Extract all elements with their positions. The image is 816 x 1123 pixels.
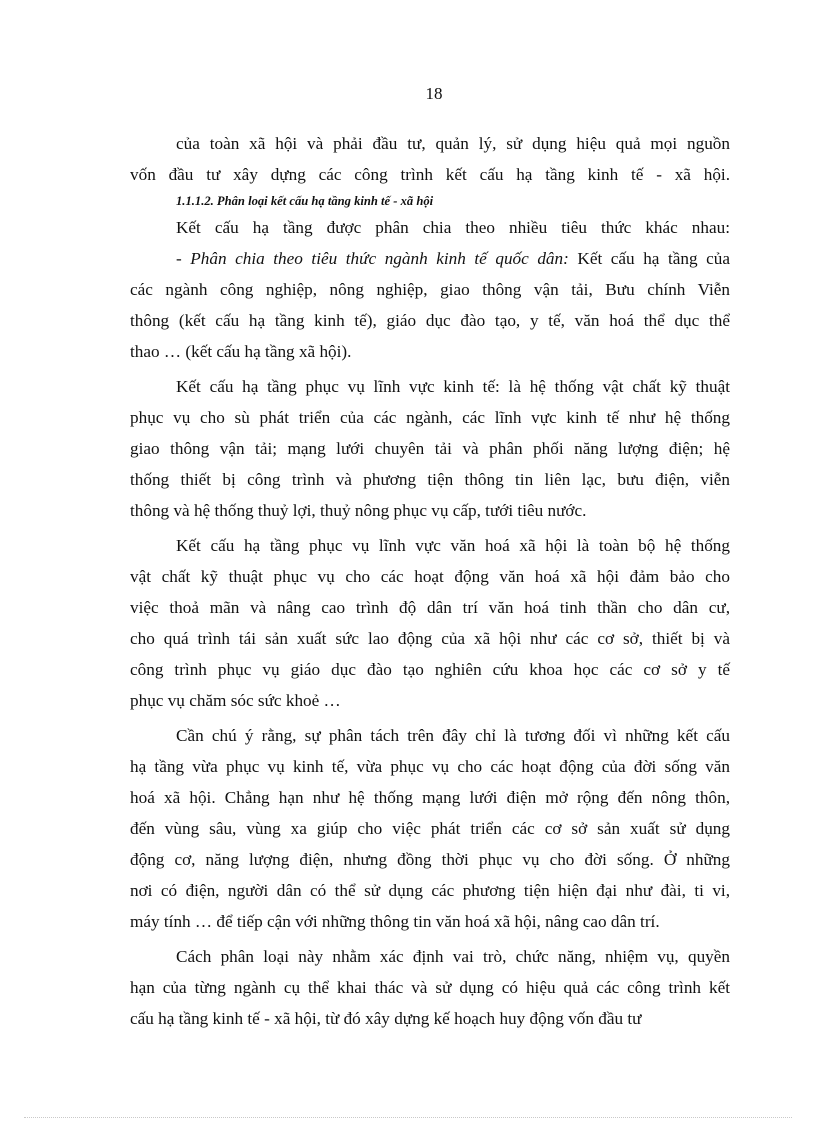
text-line: hạ tầng vừa phục vụ kinh tế, vừa phục vụ cho các hoạt động của đời sống văn: [130, 757, 730, 776]
text-line: thông và hệ thống thuỷ lợi, thuỷ nông phục vụ cấp, tưới tiêu nước.: [130, 501, 587, 520]
text-line: hạn của từng ngành cụ thể khai thác và sử dụng có hiệu quả các công trình kết: [130, 978, 730, 997]
text-line: việc thoả mãn và nâng cao trình độ dân trí văn hoá tinh thần cho dân cư,: [130, 598, 730, 617]
text-line: Kết cấu hạ tầng phục vụ lĩnh vực văn hoá xã hội là toàn bộ hệ thống: [176, 536, 730, 555]
text-line: Kết cấu hạ tầng phục vụ lĩnh vực kinh tế: là hệ thống vật chất kỹ thuật: [176, 377, 730, 396]
text-line: phục vụ chăm sóc sức khoẻ …: [130, 691, 341, 710]
text-line: cho quá trình tái sản xuất sức lao động của xã hội như các cơ sở, thiết bị và: [130, 629, 730, 648]
text-line: nơi có điện, người dân có thể sử dụng các phương tiện hiện đại như đài, ti vi,: [130, 881, 730, 900]
text-line: đến vùng sâu, vùng xa giúp cho việc phát triển các cơ sở sản xuất sử dụng: [130, 819, 730, 838]
text-line: máy tính … để tiếp cận với những thông tin văn hoá xã hội, nâng cao dân trí.: [130, 912, 660, 931]
text-line: Cần chú ý rằng, sự phân tách trên đây chỉ là tương đối vì những kết cấu: [176, 726, 730, 745]
text-run: Kết cấu hạ tầng của: [577, 249, 730, 268]
document-body: [130, 128, 730, 1034]
text-line: công trình phục vụ giáo dục đào tạo nghiên cứu khoa học các cơ sở y tế: [130, 660, 730, 679]
text-line: động cơ, năng lượng điện, nhưng đồng thời phục vụ cho đời sống. Ở những: [130, 850, 730, 869]
text-line: cấu hạ tầng kinh tế - xã hội, từ đó xây dựng kế hoạch huy động vốn đầu tư: [130, 1009, 642, 1028]
text-line: thao … (kết cấu hạ tầng xã hội).: [130, 342, 352, 361]
text-line: vốn đầu tư xây dựng các công trình kết cấu hạ tầng kinh tế - xã hội.: [130, 165, 730, 184]
section-heading: 1.1.1.2. Phân loại kết cấu hạ tầng kinh tế - xã hội: [176, 194, 434, 208]
footer-divider: [24, 1117, 792, 1118]
text-line: vật chất kỹ thuật phục vụ cho các hoạt động văn hoá xã hội đảm bảo cho: [130, 567, 730, 586]
text-line: giao thông vận tải; mạng lưới chuyên tải và phân phối năng lượng điện; hệ: [130, 439, 730, 458]
text-line: thống thiết bị công trình và phương tiện thông tin liên lạc, bưu điện, viễn: [130, 470, 730, 489]
page-number: 18: [425, 84, 443, 103]
text-line: Cách phân loại này nhằm xác định vai trò, chức năng, nhiệm vụ, quyền: [176, 947, 730, 966]
text-line: của toàn xã hội và phải đầu tư, quản lý, sử dụng hiệu quả mọi nguồn: [176, 134, 730, 153]
text-line: hoá xã hội. Chẳng hạn như hệ thống mạng lưới điện mở rộng đến nông thôn,: [130, 788, 730, 807]
italic-lead: - Phân chia theo tiêu thức ngành kinh tế quốc dân:: [176, 249, 569, 268]
text-line: Kết cấu hạ tầng được phân chia theo nhiều tiêu thức khác nhau:: [176, 218, 730, 237]
text-line: phục vụ cho sù phát triển của các ngành, các lĩnh vực kinh tế như hệ thống: [130, 408, 730, 427]
text-line: các ngành công nghiệp, nông nghiệp, giao thông vận tải, Bưu chính Viễn: [130, 280, 730, 299]
text-line: [130, 243, 730, 274]
text-line: thông (kết cấu hạ tầng kinh tế), giáo dục đào tạo, y tế, văn hoá thể dục thể: [130, 311, 730, 330]
